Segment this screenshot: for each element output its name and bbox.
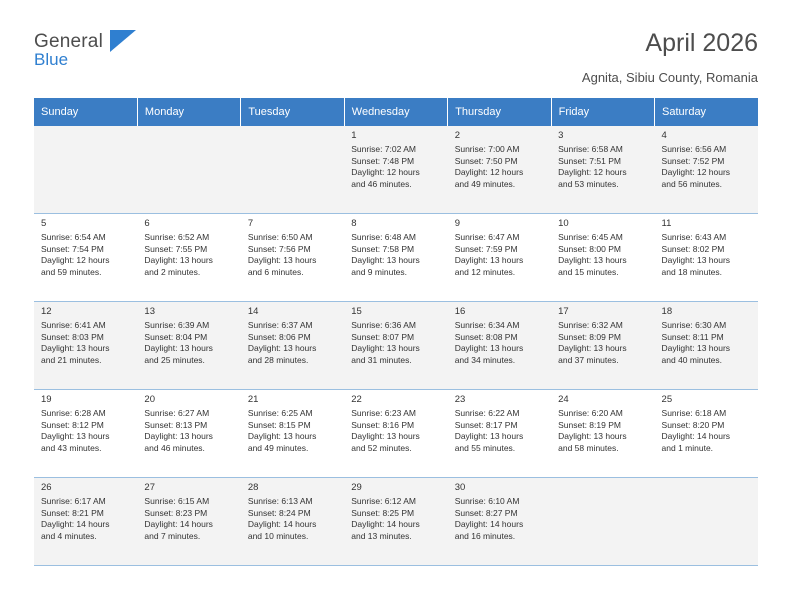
day-info-line: and 55 minutes.: [454, 442, 516, 453]
calendar-day-cell: [448, 390, 551, 478]
day-number: 22: [351, 394, 362, 405]
day-info-line: Sunrise: 6:15 AM: [144, 496, 210, 506]
day-info-line: Daylight: 13 hours: [661, 255, 731, 266]
day-number: 7: [247, 218, 254, 229]
day-info-line: Sunrise: 6:10 AM: [454, 496, 520, 506]
calendar-day-cell: [448, 126, 551, 214]
calendar-day-cell: [551, 302, 654, 390]
day-info-line: Sunrise: 6:18 AM: [661, 408, 727, 418]
day-info-line: Sunset: 7:56 PM: [247, 243, 311, 254]
day-number: 19: [41, 394, 52, 405]
day-info-line: and 18 minutes.: [661, 266, 723, 277]
page-header: [34, 28, 758, 86]
day-info-line: Sunset: 7:51 PM: [558, 155, 621, 166]
day-info-line: Daylight: 13 hours: [661, 343, 731, 354]
day-info-line: Sunset: 8:04 PM: [144, 331, 208, 342]
calendar-day-cell: [241, 390, 344, 478]
day-info-line: Sunrise: 6:50 AM: [247, 232, 313, 242]
calendar-day-cell: [34, 302, 137, 390]
day-info-line: Sunset: 8:07 PM: [351, 331, 415, 342]
day-info-line: Sunrise: 6:23 AM: [351, 408, 416, 418]
day-info-line: and 28 minutes.: [247, 354, 309, 365]
day-info-line: Sunset: 8:02 PM: [661, 243, 725, 254]
day-info-line: Sunrise: 6:28 AM: [41, 408, 106, 418]
day-info-line: Sunrise: 6:54 AM: [41, 232, 106, 242]
day-number: 9: [454, 218, 460, 229]
location-subtitle: Agnita, Sibiu County, Romania: [581, 70, 758, 85]
day-info-line: and 9 minutes.: [351, 266, 408, 277]
day-info-line: and 34 minutes.: [454, 354, 516, 365]
day-info-line: Daylight: 14 hours: [351, 519, 420, 530]
day-info-line: Daylight: 14 hours: [144, 519, 213, 530]
calendar-week-row: [34, 214, 758, 302]
day-number: 15: [351, 306, 362, 317]
day-number: 16: [454, 306, 466, 317]
day-info-line: Sunset: 8:21 PM: [41, 507, 104, 518]
day-info-line: Daylight: 13 hours: [558, 255, 627, 266]
day-info-line: and 13 minutes.: [351, 530, 412, 541]
day-info-line: Daylight: 13 hours: [144, 255, 213, 266]
calendar-day-cell: [344, 390, 447, 478]
day-info-line: Sunset: 8:09 PM: [558, 331, 621, 342]
day-info-line: Daylight: 13 hours: [247, 343, 317, 354]
calendar-day-cell: [137, 478, 240, 566]
day-info-line: Daylight: 13 hours: [558, 431, 627, 442]
day-info-line: and 59 minutes.: [41, 266, 102, 277]
day-number: 3: [558, 130, 564, 141]
day-info-line: Daylight: 13 hours: [247, 255, 317, 266]
day-info-line: and 2 minutes.: [144, 266, 201, 277]
day-info-line: Sunrise: 6:12 AM: [351, 496, 416, 506]
day-info-line: and 6 minutes.: [247, 266, 304, 277]
day-info-line: Daylight: 13 hours: [144, 431, 213, 442]
day-info-line: Sunrise: 6:25 AM: [247, 408, 313, 418]
day-info-line: Sunset: 8:27 PM: [454, 507, 518, 518]
day-info-line: and 46 minutes.: [351, 178, 412, 189]
day-info-line: Sunset: 8:03 PM: [41, 331, 104, 342]
day-info-line: and 1 minute.: [661, 442, 714, 453]
calendar-day-cell: [34, 478, 137, 566]
day-info-line: Sunset: 8:11 PM: [661, 331, 724, 342]
day-info-line: Sunrise: 6:45 AM: [558, 232, 623, 242]
weekday-header-tuesday: Tuesday: [241, 98, 344, 126]
page-title: April 2026: [645, 29, 758, 57]
day-info-line: and 58 minutes.: [558, 442, 619, 453]
weekday-header-saturday: Saturday: [655, 98, 758, 126]
day-info-line: and 40 minutes.: [661, 354, 723, 365]
calendar-day-cell: [34, 214, 137, 302]
day-info-line: Sunset: 7:58 PM: [351, 243, 415, 254]
calendar-day-cell: [344, 214, 447, 302]
day-number: 1: [351, 130, 357, 141]
day-info-line: Sunrise: 6:52 AM: [144, 232, 210, 242]
day-info-line: Sunset: 8:19 PM: [558, 419, 621, 430]
day-info-line: Sunset: 8:16 PM: [351, 419, 415, 430]
day-info-line: Sunset: 7:50 PM: [454, 155, 518, 166]
calendar-day-cell: [448, 302, 551, 390]
calendar-day-cell: [34, 390, 137, 478]
day-number: 11: [661, 218, 672, 229]
day-info-line: Daylight: 14 hours: [41, 519, 110, 530]
day-info-line: Sunrise: 6:47 AM: [454, 232, 520, 242]
day-info-line: Sunrise: 6:56 AM: [661, 144, 727, 154]
day-info-line: and 49 minutes.: [247, 442, 309, 453]
day-info-line: Sunrise: 6:30 AM: [661, 320, 727, 330]
calendar-day-cell: [655, 126, 758, 214]
calendar-day-cell: [655, 390, 758, 478]
calendar-day-cell: [241, 302, 344, 390]
day-info-line: Daylight: 14 hours: [247, 519, 317, 530]
day-info-line: and 53 minutes.: [558, 178, 619, 189]
day-number: 24: [558, 394, 569, 405]
day-info-line: Sunset: 8:00 PM: [558, 243, 621, 254]
day-info-line: Sunrise: 6:48 AM: [351, 232, 416, 242]
calendar-cell-empty: [34, 126, 137, 214]
day-number: 20: [144, 394, 155, 405]
day-number: 25: [661, 394, 673, 405]
calendar-day-cell: [448, 478, 551, 566]
day-info-line: Sunrise: 6:34 AM: [454, 320, 520, 330]
day-number: 27: [144, 482, 155, 493]
logo-word-blue: Blue: [34, 50, 69, 69]
day-info-line: Sunset: 8:06 PM: [247, 331, 311, 342]
day-number: 8: [351, 218, 357, 229]
day-info-line: Daylight: 13 hours: [454, 431, 524, 442]
calendar-week-row: [34, 390, 758, 478]
calendar-day-cell: [344, 126, 447, 214]
day-number: 4: [661, 130, 667, 141]
day-info-line: Daylight: 13 hours: [454, 255, 524, 266]
day-info-line: Sunset: 8:08 PM: [454, 331, 518, 342]
day-info-line: Sunrise: 6:58 AM: [558, 144, 623, 154]
calendar-cell-empty: [241, 126, 344, 214]
day-info-line: Daylight: 13 hours: [41, 431, 110, 442]
day-info-line: Sunset: 7:55 PM: [144, 243, 208, 254]
day-info-line: Sunrise: 6:20 AM: [558, 408, 623, 418]
day-info-line: Sunset: 8:23 PM: [144, 507, 208, 518]
day-info-line: and 12 minutes.: [454, 266, 516, 277]
blue-flag-icon: [110, 30, 136, 52]
logo: [34, 28, 154, 69]
day-number: 21: [247, 394, 259, 405]
day-info-line: Sunset: 8:12 PM: [41, 419, 104, 430]
day-info-line: Sunset: 7:54 PM: [41, 243, 104, 254]
day-info-line: Sunrise: 6:27 AM: [144, 408, 210, 418]
calendar-day-cell: [137, 390, 240, 478]
day-info-line: Daylight: 14 hours: [661, 431, 731, 442]
day-info-line: Sunrise: 6:37 AM: [247, 320, 313, 330]
weekday-header-thursday: Thursday: [448, 98, 551, 126]
day-number: 10: [558, 218, 569, 229]
day-number: 17: [558, 306, 569, 317]
day-info-line: Daylight: 12 hours: [558, 167, 627, 178]
weekday-header-friday: Friday: [551, 98, 654, 126]
calendar-day-cell: [655, 302, 758, 390]
day-number: 13: [144, 306, 155, 317]
day-number: 23: [454, 394, 466, 405]
day-info-line: Sunset: 8:17 PM: [454, 419, 518, 430]
day-info-line: Daylight: 13 hours: [454, 343, 524, 354]
day-info-line: Sunset: 8:15 PM: [247, 419, 311, 430]
calendar-day-cell: [448, 214, 551, 302]
day-info-line: Daylight: 13 hours: [144, 343, 213, 354]
calendar-week-row: [34, 126, 758, 214]
day-info-line: Daylight: 12 hours: [661, 167, 731, 178]
calendar-day-cell: [344, 478, 447, 566]
day-info-line: Daylight: 13 hours: [351, 343, 420, 354]
day-number: 28: [247, 482, 259, 493]
day-info-line: Daylight: 13 hours: [247, 431, 317, 442]
calendar-day-cell: [241, 478, 344, 566]
calendar-week-row: [34, 478, 758, 566]
weekday-header-row: [34, 98, 758, 126]
day-number: 2: [454, 130, 460, 141]
day-number: 14: [247, 306, 259, 317]
day-info-line: Sunrise: 6:39 AM: [144, 320, 210, 330]
day-info-line: Sunrise: 6:41 AM: [41, 320, 106, 330]
calendar-day-cell: [137, 302, 240, 390]
day-info-line: Sunset: 7:48 PM: [351, 155, 415, 166]
calendar-day-cell: [241, 214, 344, 302]
calendar-day-cell: [344, 302, 447, 390]
calendar-cell-empty: [655, 478, 758, 566]
day-info-line: Sunrise: 7:00 AM: [454, 144, 520, 154]
day-info-line: Sunset: 8:13 PM: [144, 419, 208, 430]
day-info-line: Daylight: 12 hours: [41, 255, 110, 266]
calendar-cell-empty: [551, 478, 654, 566]
day-info-line: Daylight: 12 hours: [454, 167, 524, 178]
day-info-line: Sunset: 8:24 PM: [247, 507, 311, 518]
weekday-header-wednesday: Wednesday: [344, 98, 447, 126]
day-info-line: and 4 minutes.: [41, 530, 97, 541]
day-info-line: and 21 minutes.: [41, 354, 102, 365]
day-number: 29: [351, 482, 362, 493]
day-info-line: Sunset: 8:25 PM: [351, 507, 415, 518]
day-info-line: Daylight: 13 hours: [351, 431, 420, 442]
day-info-line: and 10 minutes.: [247, 530, 309, 541]
calendar-day-cell: [137, 214, 240, 302]
day-info-line: Daylight: 14 hours: [454, 519, 524, 530]
day-info-line: and 56 minutes.: [661, 178, 723, 189]
day-info-line: Sunset: 8:20 PM: [661, 419, 725, 430]
day-info-line: Sunset: 7:52 PM: [661, 155, 725, 166]
day-info-line: Sunrise: 6:43 AM: [661, 232, 727, 242]
day-info-line: Sunrise: 6:22 AM: [454, 408, 520, 418]
day-info-line: and 16 minutes.: [454, 530, 516, 541]
day-info-line: and 25 minutes.: [144, 354, 205, 365]
day-info-line: and 15 minutes.: [558, 266, 619, 277]
day-info-line: and 7 minutes.: [144, 530, 201, 541]
day-info-line: and 52 minutes.: [351, 442, 412, 453]
calendar-table: [34, 98, 758, 566]
day-info-line: and 31 minutes.: [351, 354, 412, 365]
day-number: 5: [41, 218, 47, 229]
day-info-line: Daylight: 12 hours: [351, 167, 420, 178]
day-info-line: and 46 minutes.: [144, 442, 205, 453]
weekday-header-sunday: Sunday: [34, 98, 137, 126]
calendar-body: [34, 126, 758, 566]
calendar-day-cell: [551, 214, 654, 302]
day-info-line: Sunrise: 6:36 AM: [351, 320, 416, 330]
calendar-day-cell: [655, 214, 758, 302]
day-info-line: Sunrise: 6:32 AM: [558, 320, 623, 330]
day-info-line: Daylight: 13 hours: [41, 343, 110, 354]
day-info-line: Sunrise: 6:17 AM: [41, 496, 106, 506]
calendar-cell-empty: [137, 126, 240, 214]
logo-word-general: General: [34, 31, 103, 52]
calendar-day-cell: [551, 390, 654, 478]
day-info-line: Sunrise: 6:13 AM: [247, 496, 313, 506]
day-info-line: Sunset: 7:59 PM: [454, 243, 518, 254]
day-info-line: and 43 minutes.: [41, 442, 102, 453]
title-block: [154, 28, 758, 86]
day-info-line: and 49 minutes.: [454, 178, 516, 189]
calendar-day-cell: [551, 126, 654, 214]
day-number: 26: [41, 482, 52, 493]
day-info-line: Daylight: 13 hours: [351, 255, 420, 266]
weekday-header-monday: Monday: [137, 98, 240, 126]
day-info-line: Sunrise: 7:02 AM: [351, 144, 416, 154]
day-number: 18: [661, 306, 673, 317]
day-number: 30: [454, 482, 466, 493]
day-number: 6: [144, 218, 150, 229]
day-info-line: Daylight: 13 hours: [558, 343, 627, 354]
day-number: 12: [41, 306, 52, 317]
day-info-line: and 37 minutes.: [558, 354, 619, 365]
calendar-week-row: [34, 302, 758, 390]
